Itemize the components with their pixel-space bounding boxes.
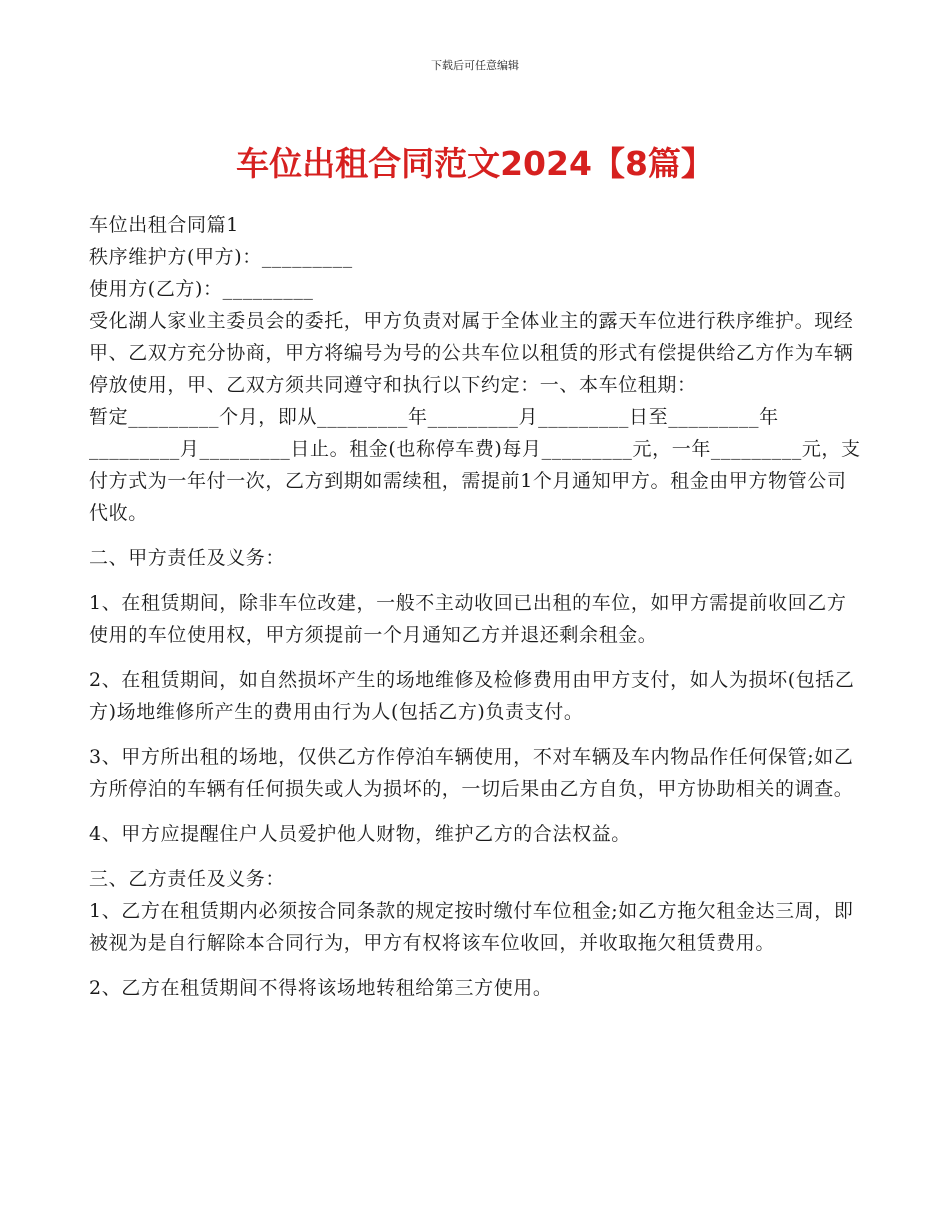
- document-body: [89, 209, 861, 1004]
- party-b-clause-1: 1、乙方在租赁期内必须按合同条款的规定按时缴付车位租金;如乙方拖欠租金达三周，即被视为是自行解除本合同行为，甲方有权将该车位收回，并收取拖欠租赁费用。: [89, 900, 854, 954]
- document-title: 车位出租合同范文2024【8篇】: [236, 144, 714, 183]
- section-heading: 车位出租合同篇1: [89, 214, 239, 236]
- term-paragraph: 暂定_________个月，即从_________年_________月_________日至_________年_________月_________日止。租金(也称停车费)每月_________元，一年_________元，支付方式为一年付一次，乙方到期如需续租，需提前1个月通知甲方。租金由甲方物管公司代收。: [89, 406, 861, 524]
- party-a-clause-3: 3、甲方所出租的场地，仅供乙方作停泊车辆使用，不对车辆及车内物品作任何保管;如乙方所停泊的车辆有任何损失或人为损坏的，一切后果由乙方自负，甲方协助相关的调查。: [89, 746, 854, 800]
- header-note: 下载后可任意编辑: [431, 59, 519, 72]
- party-b-duties-heading: 三、乙方责任及义务：: [89, 868, 286, 890]
- party-b-clause-2: 2、乙方在租赁期间不得将该场地转租给第三方使用。: [89, 977, 553, 999]
- party-a-duties-heading: 二、甲方责任及义务：: [89, 547, 286, 569]
- preamble-paragraph: 受化湖人家业主委员会的委托，甲方负责对属于全体业主的露天车位进行秩序维护。现经甲、乙双方充分协商，甲方将编号为号的公共车位以租赁的形式有偿提供给乙方作为车辆停放使用，甲、乙双方须共同遵守和执行以下约定：一、本车位租期：: [89, 310, 854, 396]
- party-a-clause-1: 1、在租赁期间，除非车位改建，一般不主动收回已出租的车位，如甲方需提前收回乙方使用的车位使用权，甲方须提前一个月通知乙方并退还剩余租金。: [89, 592, 847, 646]
- party-a-line: 秩序维护方(甲方)：_________: [89, 246, 353, 268]
- party-a-clause-2: 2、在租赁期间，如自然损坏产生的场地维修及检修费用由甲方支付，如人为损坏(包括乙方)场地维修所产生的费用由行为人(包括乙方)负责支付。: [89, 669, 855, 723]
- party-a-clause-4: 4、甲方应提醒住户人员爱护他人财物，维护乙方的合法权益。: [89, 823, 631, 845]
- party-b-line: 使用方(乙方)：_________: [89, 278, 314, 300]
